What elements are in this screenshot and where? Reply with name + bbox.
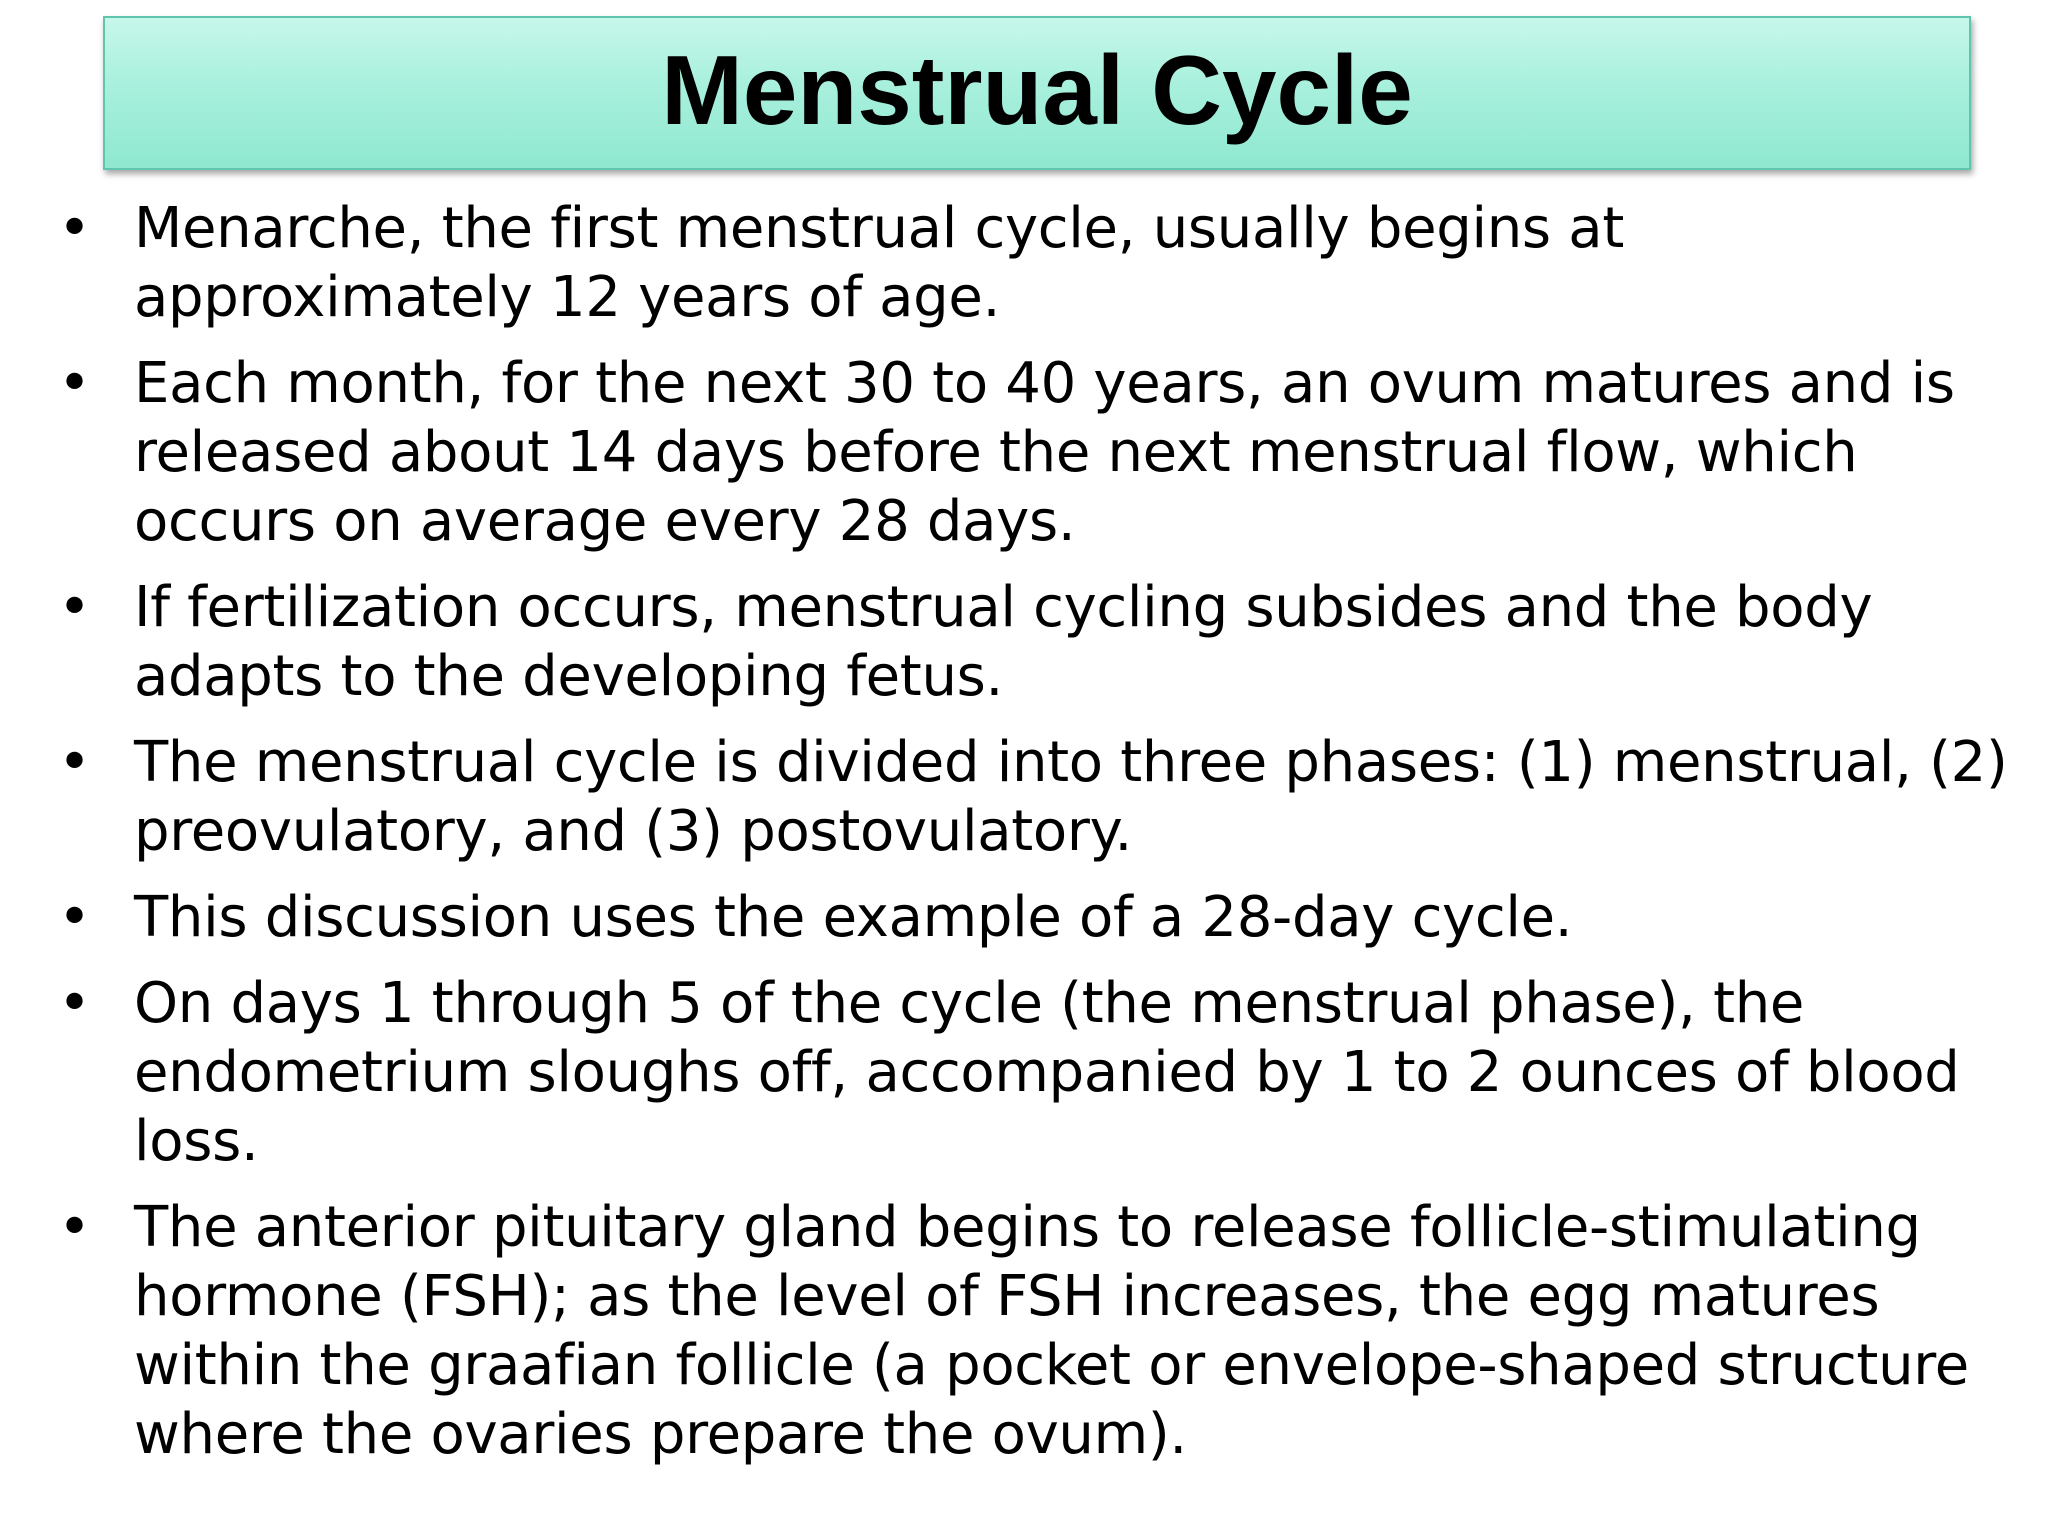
bullet-dot-icon: • <box>58 196 91 261</box>
bullet-text: Menarche, the first menstrual cycle, usually begins at approximately 12 years of age. <box>134 196 1624 330</box>
bullet-dot-icon: • <box>58 1195 91 1260</box>
bullet-text: This discussion uses the example of a 28-day cycle. <box>134 885 1573 950</box>
bullet-item <box>52 349 2012 556</box>
bullet-dot-icon: • <box>58 575 91 640</box>
bullet-item <box>52 728 2012 866</box>
bullet-text: The menstrual cycle is divided into three phases: (1) menstrual, (2) preovulatory, and (3) postovulatory. <box>134 730 2008 864</box>
bullet-dot-icon: • <box>58 351 91 416</box>
bullet-dot-icon: • <box>58 730 91 795</box>
bullet-list <box>52 194 2012 1486</box>
bullet-dot-icon: • <box>58 885 91 950</box>
bullet-item <box>52 194 2012 332</box>
bullet-text: If fertilization occurs, menstrual cycling subsides and the body adapts to the developing fetus. <box>134 575 1873 709</box>
bullet-text: Each month, for the next 30 to 40 years, an ovum matures and is released about 14 days before the next menstrual flow, which occurs on average every 28 days. <box>134 351 1955 554</box>
bullet-text: The anterior pituitary gland begins to release follicle-stimulating hormone (FSH); as the level of FSH increases, the egg matures within the graafian follicle (a pocket or envelope-shaped structure where the ovaries prepare the ovum). <box>134 1195 1969 1467</box>
bullet-item <box>52 969 2012 1176</box>
bullet-text: On days 1 through 5 of the cycle (the menstrual phase), the endometrium sloughs off, accompanied by 1 to 2 ounces of blood loss. <box>134 971 1960 1174</box>
bullet-item <box>52 1193 2012 1469</box>
bullet-dot-icon: • <box>58 971 91 1036</box>
bullet-item <box>52 883 2012 952</box>
slide-title: Menstrual Cycle <box>661 35 1413 145</box>
bullet-item <box>52 573 2012 711</box>
title-box <box>103 16 1971 170</box>
